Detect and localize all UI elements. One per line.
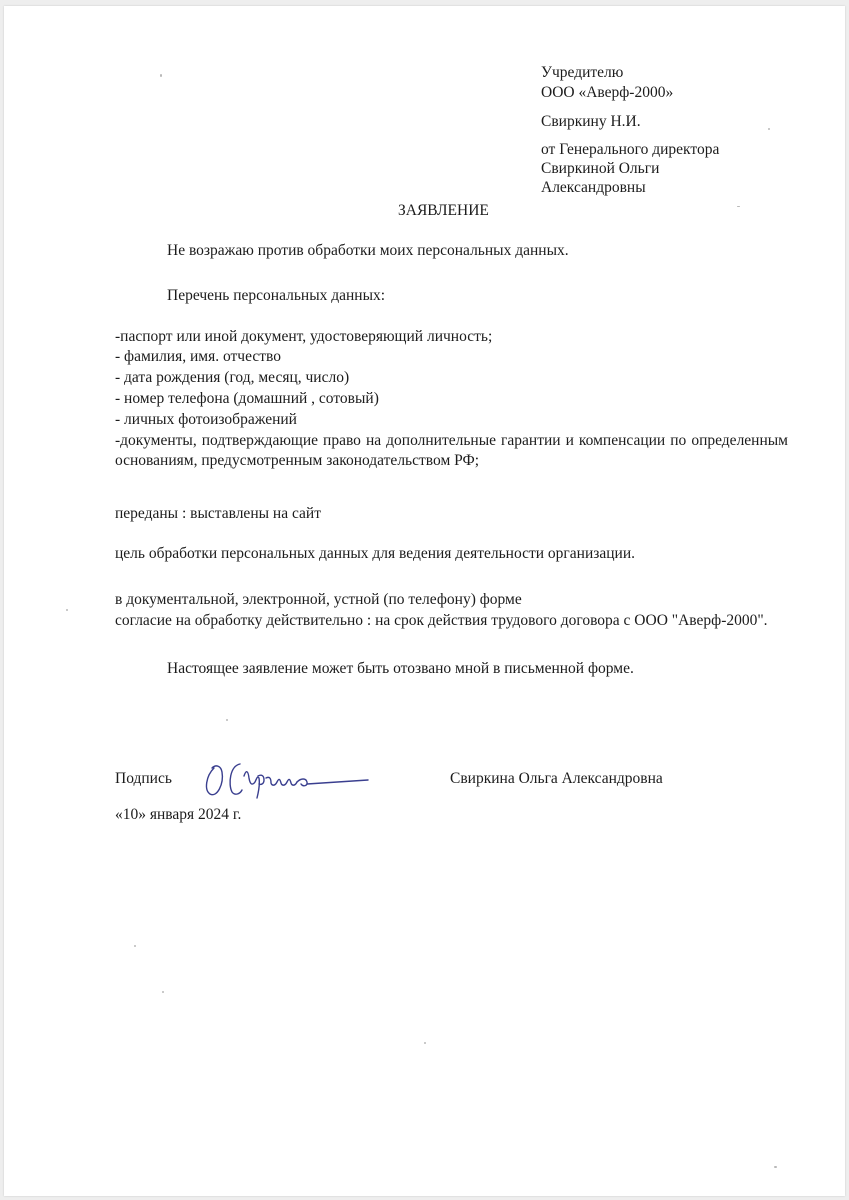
list-item: - личных фотоизображений <box>115 411 297 428</box>
scan-speck <box>737 206 740 207</box>
list-item: -паспорт или иной документ, удостоверяющий личность; <box>115 328 493 345</box>
document-title: ЗАЯВЛЕНИЕ <box>398 202 489 219</box>
sender-line-2: Свиркиной Ольги <box>541 160 660 177</box>
scan-speck <box>424 1042 426 1044</box>
addressee-line-2: ООО «Аверф-2000» <box>541 84 674 101</box>
scan-speck <box>226 719 228 721</box>
scan-speck <box>162 991 164 993</box>
list-item-documents: -документы, подтверждающие право на дополнительные гарантии и компенсации по определенным основаниям, предусмотренным законодательством РФ; <box>115 432 788 469</box>
signatory-name: Свиркина Ольга Александровна <box>450 770 663 787</box>
scan-speck <box>134 945 136 947</box>
no-objection-paragraph: Не возражаю против обработки моих персональных данных. <box>167 242 569 259</box>
addressee-name: Свиркину Н.И. <box>541 113 641 130</box>
revocation-paragraph: Настоящее заявление может быть отозвано мной в письменной форме. <box>167 660 634 677</box>
sender-line-3: Александровны <box>541 179 646 196</box>
list-item: - дата рождения (год, месяц, число) <box>115 369 350 386</box>
list-item: - фамилия, имя. отчество <box>115 348 281 365</box>
consent-paragraph: согласие на обработку действительно : на срок действия трудового договора с ООО "Аверф-2000". <box>115 612 768 629</box>
addressee-line-1: Учредителю <box>541 64 624 81</box>
handwritten-signature <box>200 754 380 806</box>
form-line: в документальной, электронной, устной (по телефону) форме <box>115 591 522 608</box>
list-heading: Перечень персональных данных: <box>167 287 386 304</box>
purpose-line: цель обработки персональных данных для ведения деятельности организации. <box>115 545 636 562</box>
sender-line-1: от Генерального директора <box>541 141 720 158</box>
scan-speck <box>66 609 68 611</box>
scan-speck <box>768 128 770 130</box>
signature-label: Подпись <box>115 770 172 787</box>
scan-speck <box>774 1166 777 1168</box>
signature-date: «10» января 2024 г. <box>115 806 242 823</box>
document-page <box>4 6 845 1196</box>
scan-speck <box>160 74 162 77</box>
transferred-line: переданы : выставлены на сайт <box>115 505 321 522</box>
list-item: - номер телефона (домашний , сотовый) <box>115 390 379 407</box>
